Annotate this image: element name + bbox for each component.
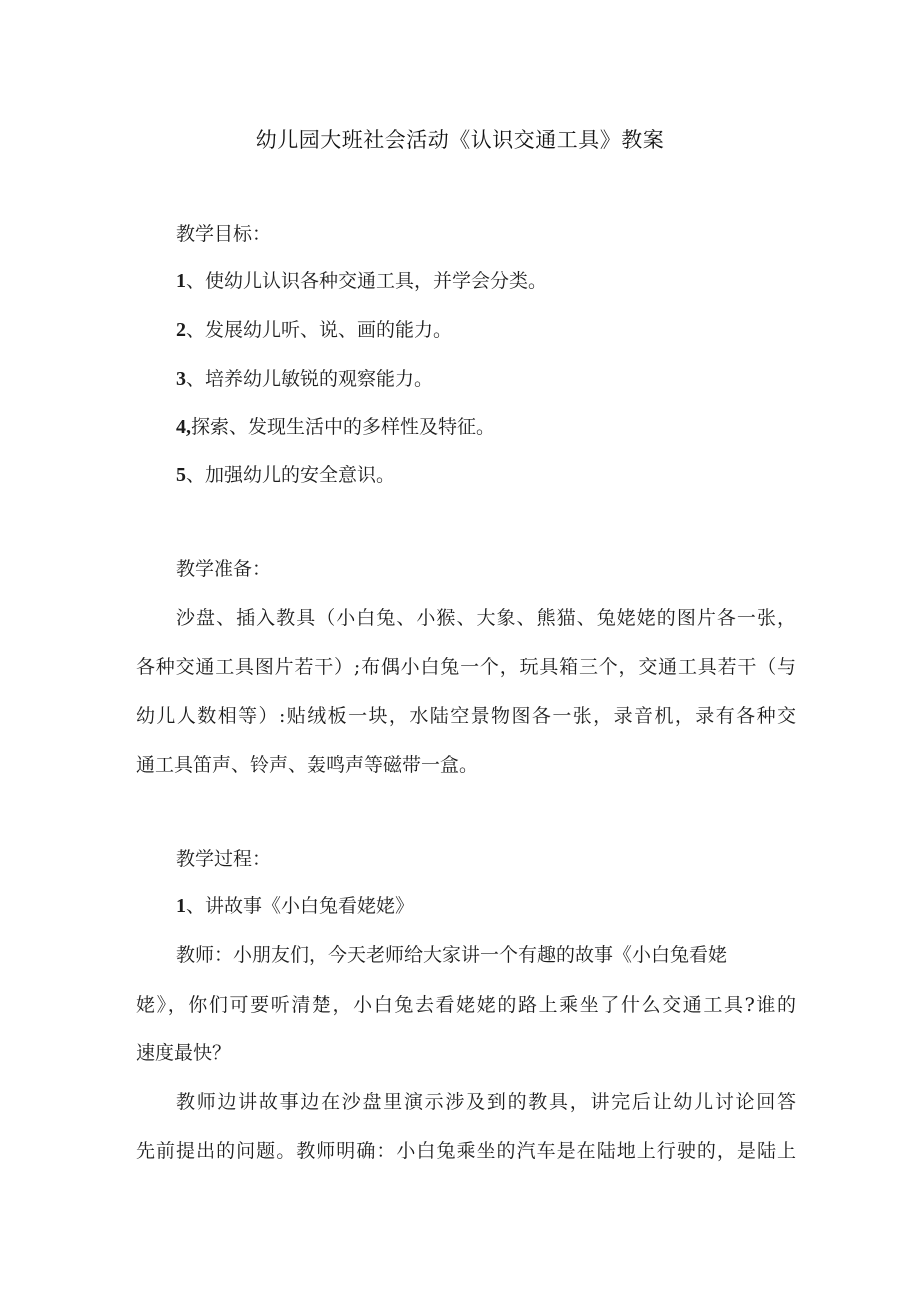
preparation-line: 各种交通工具图片若干）;布偶小白兔一个，玩具箱三个，交通工具若干（与 xyxy=(136,656,796,678)
objective-text: 探索、发现生活中的多样性及特征。 xyxy=(191,416,496,438)
preparation-line: 通工具笛声、铃声、轰鸣声等磁带一盒。 xyxy=(136,754,479,776)
demo-paragraph-line: 教师边讲故事边在沙盘里演示涉及到的教具，讲完后让幼儿讨论回答 xyxy=(176,1091,796,1113)
objective-text: 发展幼儿听、说、画的能力。 xyxy=(205,319,453,341)
preparation-heading: 教学准备： xyxy=(176,558,272,580)
objective-separator: 、 xyxy=(186,319,206,341)
objective-number: 4, xyxy=(176,416,191,438)
objective-text: 使幼儿认识各种交通工具，并学会分类。 xyxy=(205,270,548,292)
objectives-heading: 教学目标： xyxy=(176,223,272,245)
objective-item-5 xyxy=(176,463,836,487)
demo-paragraph-line: 先前提出的问题。教师明确：小白兔乘坐的汽车是在陆地上行驶的，是陆上 xyxy=(136,1140,796,1162)
process-heading: 教学过程： xyxy=(176,848,272,870)
objective-number: 5 xyxy=(176,464,186,486)
document-title: 幼儿园大班社会活动《认识交通工具》教案 xyxy=(255,128,665,152)
step-separator: 、 xyxy=(186,895,206,917)
step-text: 讲故事《小白兔看姥姥》 xyxy=(205,895,415,917)
objective-number: 3 xyxy=(176,368,186,390)
story-paragraph-line: 速度最快？ xyxy=(136,1042,232,1064)
process-step-1 xyxy=(176,894,836,918)
story-paragraph-line: 姥》，你们可要听清楚，小白兔去看姥姥的路上乘坐了什么交通工具?谁的 xyxy=(136,994,796,1016)
step-number: 1 xyxy=(176,895,186,917)
objective-separator: 、 xyxy=(186,368,206,390)
objective-number: 1 xyxy=(176,270,186,292)
preparation-line: 沙盘、插入教具（小白兔、小猴、大象、熊猫、兔姥姥的图片各一张， xyxy=(176,607,796,629)
objective-separator: 、 xyxy=(186,270,206,292)
objective-text: 加强幼儿的安全意识。 xyxy=(205,464,396,486)
objective-item-1 xyxy=(176,269,836,293)
objective-item-2 xyxy=(176,318,836,342)
story-paragraph-line: 教师：小朋友们，今天老师给大家讲一个有趣的故事《小白兔看姥 xyxy=(176,944,728,966)
objective-item-4 xyxy=(176,415,836,439)
objective-item-3 xyxy=(176,367,836,391)
preparation-line: 幼儿人数相等）:贴绒板一块，水陆空景物图各一张，录音机，录有各种交 xyxy=(136,705,796,727)
objective-text: 培养幼儿敏锐的观察能力。 xyxy=(205,368,434,390)
objective-separator: 、 xyxy=(186,464,206,486)
objective-number: 2 xyxy=(176,319,186,341)
